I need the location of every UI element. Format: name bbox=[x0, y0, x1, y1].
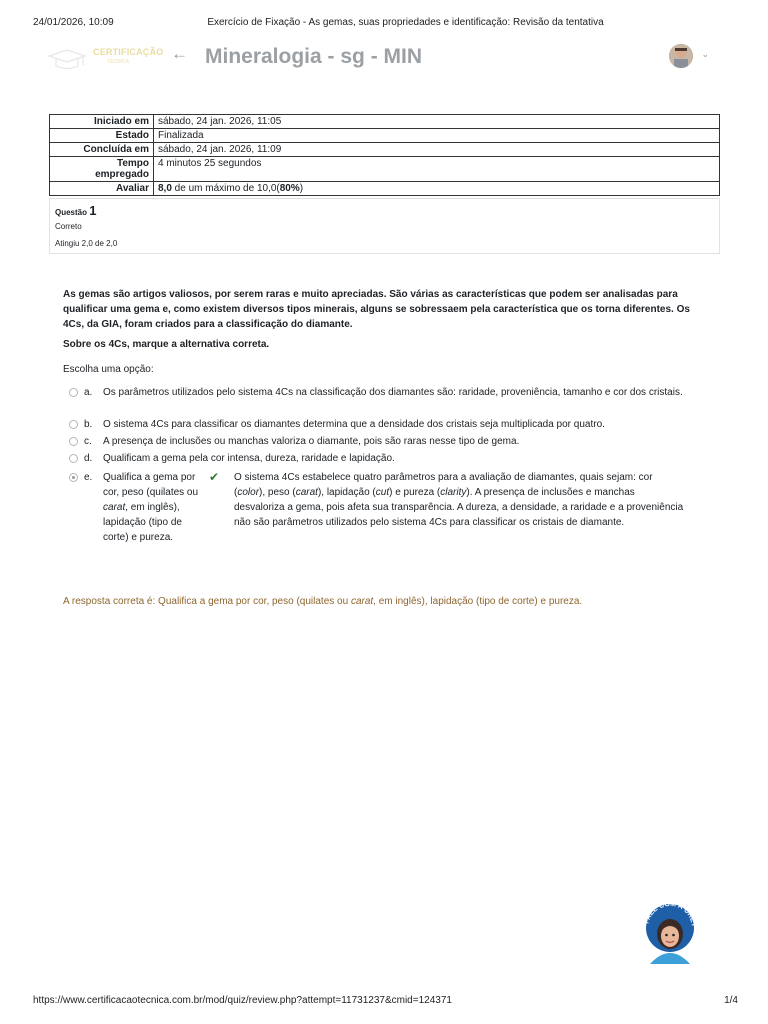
table-row bbox=[50, 182, 720, 196]
grade-of-text: de um máximo de 10,0( bbox=[171, 183, 280, 194]
radio-button[interactable] bbox=[69, 454, 78, 463]
mascot-icon bbox=[640, 898, 700, 966]
table-row bbox=[50, 143, 720, 157]
option-d[interactable] bbox=[69, 451, 689, 466]
radio-button[interactable] bbox=[69, 437, 78, 446]
right-answer-text: A resposta correta é: Qualifica a gema por cor, peso (quilates ou bbox=[63, 596, 351, 607]
attempt-summary-table bbox=[49, 114, 720, 196]
table-row bbox=[50, 129, 720, 143]
table-row bbox=[50, 157, 720, 182]
grade-close: ) bbox=[299, 183, 304, 194]
option-a[interactable] bbox=[69, 385, 689, 415]
feedback-emphasis: carat bbox=[295, 487, 318, 498]
site-logo[interactable] bbox=[45, 40, 164, 76]
grade-value bbox=[154, 182, 720, 196]
print-page-title: Exercício de Fixação - As gemas, suas propriedades e identificação: Revisão da tentativa bbox=[207, 17, 604, 28]
summary-value: 4 minutos 25 segundos bbox=[154, 157, 720, 182]
option-letter: d. bbox=[84, 453, 93, 464]
table-row bbox=[50, 115, 720, 129]
feedback-text: ), lapidação ( bbox=[317, 487, 376, 498]
feedback-text: ). A presença de inclusões e manchas desvaloriza a gema, pois afeta sua transparência. A dureza, a densidade, a raridade e a proveniência não são parâmetros utilizados pelo sistema 4Cs para classificar os cristais de diamante. bbox=[234, 487, 684, 528]
radio-button-selected[interactable] bbox=[69, 473, 78, 482]
option-b[interactable] bbox=[69, 417, 689, 432]
question-grade: Atingiu 2,0 de 2,0 bbox=[55, 239, 118, 248]
right-answer bbox=[63, 596, 582, 607]
summary-key: Estado bbox=[50, 129, 154, 143]
chat-mascot-button[interactable] bbox=[640, 898, 700, 966]
option-feedback bbox=[234, 470, 684, 530]
summary-value: sábado, 24 jan. 2026, 11:05 bbox=[154, 115, 720, 129]
chevron-down-icon[interactable]: ⌄ bbox=[701, 49, 709, 59]
mascot-text: FALE COM A CRET bbox=[643, 900, 697, 927]
feedback-emphasis: color bbox=[237, 487, 260, 498]
option-text: A presença de inclusões ou manchas valoriza o diamante, pois são raras nesse tipo de gema. bbox=[103, 436, 520, 447]
avatar[interactable] bbox=[669, 44, 693, 68]
question-text bbox=[63, 287, 713, 357]
option-e[interactable] bbox=[69, 470, 209, 545]
option-text: O sistema 4Cs para classificar os diamantes determina que a densidade dos cristais seja multiplicada por quatro. bbox=[103, 419, 605, 430]
question-label: Questão bbox=[55, 208, 88, 217]
logo-subtext: TÉCNICA bbox=[107, 59, 129, 65]
option-c[interactable] bbox=[69, 434, 689, 449]
arrow-left-icon[interactable]: ← bbox=[171, 44, 188, 63]
option-text-emphasis: carat bbox=[103, 502, 126, 513]
user-avatar-icon bbox=[669, 44, 693, 68]
logo-text: CERTIFICAÇÃO bbox=[93, 47, 164, 57]
option-letter: b. bbox=[84, 419, 93, 430]
question-state: Correto bbox=[55, 222, 82, 231]
graduation-cap-icon bbox=[45, 40, 157, 76]
right-answer-text: , em inglês), lapidação (tipo de corte) e pureza. bbox=[373, 596, 583, 607]
summary-value: Finalizada bbox=[154, 129, 720, 143]
question-number bbox=[55, 203, 96, 218]
summary-key: Iniciado em bbox=[50, 115, 154, 129]
summary-value: sábado, 24 jan. 2026, 11:09 bbox=[154, 143, 720, 157]
right-answer-emphasis: carat bbox=[350, 596, 374, 607]
feedback-text: ) e pureza ( bbox=[389, 487, 441, 498]
course-title[interactable]: Mineralogia - sg - MIN bbox=[205, 45, 423, 68]
feedback-text: ), peso ( bbox=[259, 487, 296, 498]
check-icon: ✔ bbox=[209, 470, 220, 484]
question-paragraph: As gemas são artigos valiosos, por serem raras e muito apreciadas. São várias as características que podem ser analisadas para qualificar uma gema e, como existem diversos tipos minerais, alguns se sobressaem pela característica que os torna diferentes. Os 4Cs, da GIA, foram criados para a classificação do diamante. bbox=[63, 289, 690, 330]
option-letter: a. bbox=[84, 387, 93, 398]
page-url: https://www.certificacaotecnica.com.br/mod/quiz/review.php?attempt=11731237&cmid=124371 bbox=[33, 995, 452, 1006]
question-info bbox=[49, 198, 720, 254]
summary-key: Concluída em bbox=[50, 143, 154, 157]
option-letter: e. bbox=[84, 472, 93, 483]
option-letter: c. bbox=[84, 436, 92, 447]
print-header bbox=[33, 17, 738, 31]
feedback-text: O sistema 4Cs estabelece quatro parâmetros para a avaliação de diamantes, quais sejam: cor ( bbox=[234, 472, 653, 498]
topbar bbox=[45, 38, 723, 78]
option-text-part: , em inglês), lapidação (tipo de corte) e pureza. bbox=[103, 502, 182, 543]
question-instruction: Sobre os 4Cs, marque a alternativa correta. bbox=[63, 339, 270, 350]
option-text bbox=[103, 470, 207, 545]
summary-key: Avaliar bbox=[50, 182, 154, 196]
summary-key: Tempo empregado bbox=[50, 157, 154, 182]
answer-prompt: Escolha uma opção: bbox=[63, 364, 154, 375]
radio-button[interactable] bbox=[69, 388, 78, 397]
question-number-value: 1 bbox=[89, 203, 97, 218]
radio-button[interactable] bbox=[69, 420, 78, 429]
print-datetime: 24/01/2026, 10:09 bbox=[33, 17, 114, 28]
option-text: Qualificam a gema pela cor intensa, dureza, raridade e lapidação. bbox=[103, 453, 395, 464]
page-number: 1/4 bbox=[724, 995, 738, 1006]
feedback-emphasis: cut bbox=[375, 487, 390, 498]
grade-percent: 80% bbox=[279, 183, 300, 194]
option-text-part: Qualifica a gema por cor, peso (quilates ou bbox=[103, 472, 199, 498]
feedback-emphasis: clarity bbox=[440, 487, 467, 498]
option-text: Os parâmetros utilizados pelo sistema 4Cs na classificação dos diamantes são: raridade, proveniência, tamanho e cor dos cristais. bbox=[103, 387, 683, 398]
grade-score: 8,0 bbox=[158, 183, 172, 194]
